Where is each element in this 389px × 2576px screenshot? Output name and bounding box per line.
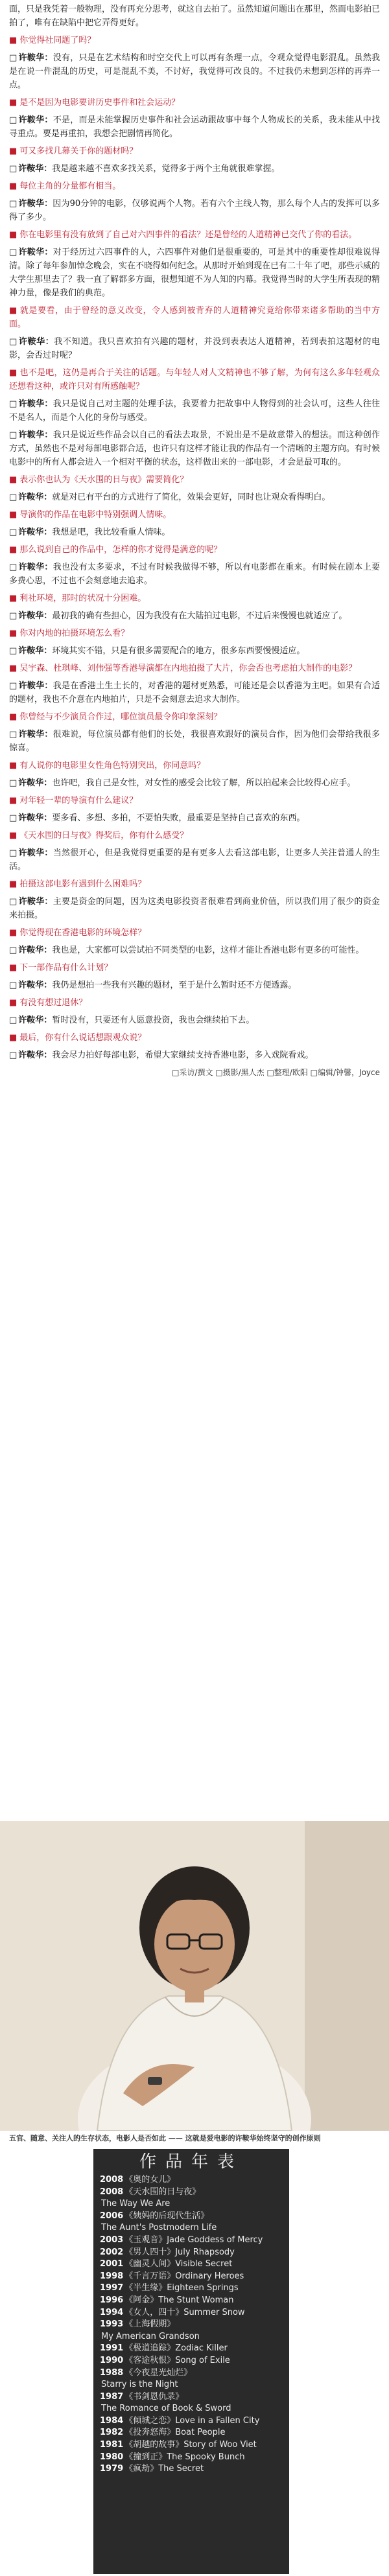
speaker-label: □ 许鞍华： (9, 248, 53, 257)
filmography-item (100, 2427, 283, 2439)
interview-answer (9, 609, 380, 623)
answer-text: 当然很开心，但是我觉得更重要的是有更多人去看这部电影，让更多人关注普通人的生活。 (9, 848, 380, 872)
interview-answer (9, 197, 380, 224)
interview-question: ■ 每位主角的分量都有相当。 (9, 180, 380, 193)
filmography-item (100, 2174, 283, 2187)
interview-question: ■ 导演你的作品在电影中特别强调人情味。 (9, 508, 380, 522)
interview-answer (9, 776, 380, 790)
film-year: 1990 (100, 2355, 124, 2365)
interview-answer (9, 491, 380, 504)
answer-text: 我只是说近些作品会以自己的看法去取景，不说出是不是故意带入的想法。而这种创作方式，虽然也不是对每部电影都合适，也许只有这样才能让我的作品有一个清晰的主题方向。有时候电影中的所有人都会进入一个相对平衡的状态，这样做出来的一部电影，才会是最可取的。 (9, 430, 381, 467)
filmography-item (100, 2331, 283, 2343)
answer-text: 我也是，大家都可以尝试拍不同类型的电影，这样才能让香港电影有更多的可能性。 (52, 946, 364, 955)
filmography-item (100, 2379, 283, 2391)
filmography-item (100, 2187, 283, 2199)
filmography-item (100, 2307, 283, 2319)
film-year: 1982 (100, 2428, 124, 2438)
film-title: 《天水围的日与夜》 (124, 2187, 201, 2197)
film-title: 《疯劫》The Secret (124, 2464, 204, 2474)
film-title: 《书剑恩仇录》 (124, 2391, 184, 2402)
speaker-label: □ 许鞍华： (9, 53, 53, 63)
film-year: 1987 (100, 2391, 124, 2402)
interview-question: ■ 有人说你的电影里女性角色特别突出，你同意吗？ (9, 759, 380, 772)
film-year: 1988 (100, 2367, 124, 2378)
film-title: 《半生缘》Eighteen Springs (124, 2283, 239, 2293)
film-title: 《胡越的故事》Story of Woo Viet (124, 2440, 257, 2450)
answer-text: 不是，而是未能掌握历史事件和社会运动跟故事中每个人物成长的关系，我未能从中找寻重点。要是再重拍，我想会把剧情再简化。 (9, 115, 380, 139)
filmography-title: 作品年表 (139, 2152, 243, 2172)
speaker-label: □ 许鞍华： (9, 337, 54, 347)
interview-question: ■ 你觉得社同题了吗？ (9, 34, 380, 47)
film-title: Starry is the Night (101, 2380, 178, 2390)
film-title: 《男人四十》July Rhapsody (124, 2247, 235, 2257)
speaker-label: □ 许鞍华： (9, 778, 52, 788)
interview-question: ■ 也不是吧，这仍是再合于关注的话题。与年轻人对人文精神也不够了解，为何有这么多年轻观众还想看这种，或许只对有所感触呢？ (9, 366, 380, 393)
speaker-label: □ 许鞍华： (9, 493, 52, 502)
speaker-label: □ 许鞍华： (9, 813, 52, 823)
interview-answer (9, 51, 380, 92)
film-year: 1993 (100, 2319, 124, 2330)
filmography-item (100, 2247, 283, 2259)
answer-text: 也许吧，我自己是女性，对女性的感受会比较了解，所以拍起来会比较得心应手。 (52, 778, 356, 788)
speaker-label: □ 许鞍华： (9, 730, 53, 739)
interview-question: ■ 你对内地的拍摄环境怎么看？ (9, 627, 380, 640)
speaker-label: □ 许鞍华： (9, 946, 52, 955)
speaker-label: □ 许鞍华： (9, 164, 52, 174)
film-year: 2008 (100, 2187, 124, 2197)
answer-text: 我是在香港土生土长的，对香港的题材更熟悉，可能还是会以香港为主吧。如果有合适的题材，我也不介意在内地拍片，只是不会刻意去追求大制作。 (9, 681, 380, 704)
interview-question: ■ 有没有想过退休？ (9, 996, 380, 1010)
photo-caption: 五官、随意、关注人的生存状态，电影人是否如此 —— 这就是爱电影的许鞍华始终坚守的创作原则 (9, 2134, 321, 2142)
speaker-label: □ 许鞍华： (9, 1015, 52, 1025)
film-year: 1980 (100, 2452, 124, 2462)
film-title: 《极道追踪》Zodiac Killer (124, 2343, 228, 2354)
filmography-item (100, 2403, 283, 2415)
interview-answer (9, 728, 380, 755)
answer-text: 对于经历过六四事件的人，六四事件对他们是很重要的，可是其中的重要性却很难说得清。除了每年参加悼念晚会，实在不晓得如何纪念。从那时开始到现在已有二十年了吧，那些示威的大学生那里去了？我一直了解都多方面，很想知道不为人知的内幕。我觉得当时的大学生所表现的精神力量，像是我们的典范。 (9, 248, 381, 298)
answer-text: 环境其实不错，只是有很多需要配合的地方，很多东西要慢慢适应。 (52, 646, 305, 656)
filmography-item (100, 2343, 283, 2355)
film-year: 1981 (100, 2440, 124, 2450)
answer-text: 最初我的确有些担心，因为我没有在大陆拍过电影，不过后来慢慢也就适应了。 (52, 611, 348, 621)
body-paragraph: 面，只是我凭着一般物理，没有再充分思考，就这自去拍了。虽然知道问题出在那里，然而电影拍已拍了，唯有在缺陷中把它弄得更好。 (9, 5, 381, 28)
answer-text: 没有，只是在艺术结构和时空交代上可以再有条理一点，令观众觉得电影混乱。虽然我是在说一件混乱的历史，可是混乱不美，不讨好，我觉得可改良的。不过我仍未想到怎样的再弄一点。 (9, 53, 380, 90)
film-title: 《玉观音》Jade Goddess of Mercy (124, 2234, 263, 2245)
film-year: 2008 (100, 2175, 124, 2185)
answer-text: 我也没有太多要求，不过有时候我做得不够，所以有电影都在重来。有时候在剧本上要多费心思，不过也不会刻意地去追求。 (9, 563, 380, 586)
film-year: 1994 (100, 2307, 124, 2317)
answer-text: 我是越来越不喜欢多找关系，觉得多于两个主角就很难掌握。 (52, 164, 280, 174)
film-title: 《上海假期》 (124, 2319, 176, 2330)
interview-answer (9, 846, 380, 874)
interview-answer (9, 113, 380, 141)
answer-text: 主要是资金的问题，因为这类电影投资者很难看到商业价值，所以我们用了很少的资金来拍摄。 (9, 897, 380, 920)
interview-answer (9, 335, 380, 362)
interview-question: ■ 就是要看，由于曾经的意义改变，令人感到被背弃的人道精神究竟给你带来诸多帮助的当中方面。 (9, 304, 380, 331)
interview-answer (9, 895, 380, 922)
film-year: 1998 (100, 2271, 124, 2281)
interview-answer (9, 428, 380, 469)
speaker-label: □ 许鞍华： (9, 528, 52, 537)
film-year: 2001 (100, 2259, 124, 2269)
speaker-label: □ 许鞍华： (9, 199, 53, 209)
interview-question: ■ 对年轻一辈的导演有什么建议？ (9, 794, 380, 807)
film-title: 《奥的女儿》 (124, 2175, 176, 2185)
interview-question: ■ 是不是因为电影要讲历史事件和社会运动？ (9, 96, 380, 110)
filmography-item (100, 2295, 283, 2307)
speaker-label: □ 许鞍华： (9, 681, 53, 691)
interview-answer (9, 979, 380, 992)
interview-question: ■ 你曾经与不少演员合作过，哪位演员最令你印象深刻？ (9, 710, 380, 724)
interview-answer (9, 644, 380, 658)
film-year: 1979 (100, 2464, 124, 2474)
answer-text: 我只是说自己对主题的处理手法，我要着力把故事中人物得到的社会认可，这些人往往不是名人，而是个人化的身份与感受。 (9, 399, 380, 423)
film-year: 2003 (100, 2234, 124, 2245)
interview-answer (9, 679, 380, 706)
answer-text: 就是对已有平台的方式进行了简化，效果会更好，同时也让观众看得明白。 (52, 493, 331, 502)
film-year: 2002 (100, 2247, 124, 2257)
film-title: 《千言万语》Ordinary Heroes (124, 2271, 244, 2281)
director-photo (0, 1821, 389, 2131)
film-year: 1984 (100, 2415, 124, 2426)
film-title: 《女人，四十》Summer Snow (124, 2307, 245, 2317)
speaker-label: □ 许鞍华： (9, 611, 52, 621)
speaker-label: □ 许鞍华： (9, 430, 53, 440)
article-credit: □采访/撰文 □摄影/黑人杰 □整理/欧阳 □编辑/钟馨，Joyce (172, 1068, 380, 1077)
interview-question: ■ 表示你也认为《天水围的日与夜》需要简化？ (9, 473, 380, 487)
filmography-item (100, 2198, 283, 2210)
filmography-item (100, 2271, 283, 2283)
interview-question: ■ 《天水围的日与夜》得奖后，你有什么感受？ (9, 829, 380, 842)
film-title: 《客途秋恨》Song of Exile (124, 2355, 230, 2365)
filmography-item (100, 2415, 283, 2428)
film-title: 《幽灵人间》Visible Secret (124, 2259, 233, 2269)
film-year: 1996 (100, 2295, 124, 2305)
answer-text: 因为90分钟的电影，仅够说两个人物。若有六个主线人物，那么每个人占的发挥可以多得了多少。 (9, 199, 380, 222)
film-title: 《阿金》The Stunt Woman (124, 2295, 234, 2305)
interview-question: ■ 最后，你有什么说话想跟观众说？ (9, 1031, 380, 1045)
filmography-item (100, 2452, 283, 2464)
film-title: The Way We Are (101, 2199, 171, 2209)
film-year: 1991 (100, 2343, 124, 2354)
interview-answer (9, 1049, 380, 1062)
film-title: 《倾城之恋》Love in a Fallen City (124, 2415, 260, 2426)
film-title: 《今夜星光灿烂》 (124, 2367, 193, 2378)
speaker-label: □ 许鞍华： (9, 848, 53, 858)
film-year: 2006 (100, 2210, 124, 2221)
interview-question: ■ 可又多找几幕关于你的题材吗？ (9, 145, 380, 158)
film-title: 《撞到正》The Spooky Bunch (124, 2452, 245, 2462)
answer-text: 要多看、多想、多拍，不要怕失败，最重要是坚持自己喜欢的东西。 (52, 813, 305, 823)
speaker-label: □ 许鞍华： (9, 981, 52, 990)
filmography-box (93, 2149, 289, 2574)
speaker-label: □ 许鞍华： (9, 1050, 52, 1060)
interview-question: ■ 那么说到自己的作品中，怎样的你才觉得是满意的呢？ (9, 543, 380, 557)
filmography-item (100, 2258, 283, 2271)
portrait-illustration (0, 1821, 389, 2131)
filmography-item (100, 2234, 283, 2247)
interview-answer (9, 397, 380, 424)
interview-question: ■ 利社环境，那时的状况十分困难。 (9, 592, 380, 605)
interview-article (9, 3, 380, 1080)
interview-answer (9, 162, 380, 176)
film-title: My American Grandson (101, 2331, 200, 2341)
answer-text: 我仍是想拍一些我有兴趣的题材，至于是什么暂时还不方便透露。 (52, 981, 297, 990)
interview-question: ■ 下一部作品有什么计划？ (9, 961, 380, 975)
filmography-item (100, 2439, 283, 2452)
interview-answer (9, 944, 380, 957)
film-title: The Romance of Book & Sword (101, 2404, 231, 2414)
filmography-item (100, 2463, 283, 2476)
interview-question: ■ 吴宇森、杜琪峰、刘伟强等香港导演都在内地拍摄了大片，你会否也考虑拍大制作的电影？ (9, 662, 380, 675)
film-year: 1997 (100, 2283, 124, 2293)
answer-text: 暂时没有，只要还有人愿意投资，我也会继续拍下去。 (52, 1015, 255, 1025)
speaker-label: □ 许鞍华： (9, 563, 53, 572)
filmography-item (100, 2222, 283, 2234)
filmography-list (93, 2174, 289, 2476)
speaker-label: □ 许鞍华： (9, 646, 52, 656)
interview-answer (9, 1014, 380, 1027)
filmography-item (100, 2391, 283, 2404)
speaker-label: □ 许鞍华： (9, 115, 53, 125)
interview-question: ■ 你觉得现在香港电影的环境怎样？ (9, 926, 380, 940)
filmography-item (100, 2367, 283, 2380)
filmography-item (100, 2210, 283, 2223)
interview-answer (9, 561, 380, 588)
filmography-item (100, 2282, 283, 2295)
interview-answer (9, 526, 380, 539)
interview-question: ■ 拍摄这部电影有遇到什么困难吗？ (9, 877, 380, 891)
speaker-label: □ 许鞍华： (9, 897, 53, 907)
answer-text: 很难说，每位演员都有他们的长处，我很喜欢跟好的演员合作，因为他们会带给我很多惊喜。 (9, 730, 380, 753)
answer-text: 我想是吧，我比较看重人情味。 (52, 528, 171, 537)
film-title: 《姨妈的后现代生活》 (124, 2210, 209, 2221)
answer-text: 我会尽力拍好每部电影，希望大家继续支持香港电影，多入戏院看戏。 (52, 1050, 314, 1060)
answer-text: 我不知道。我只喜欢拍有兴趣的题材，并没到表表达人道精神，若到表拍这题材的电影，会否过时呢？ (9, 337, 380, 360)
film-title: The Aunt's Postmodern Life (101, 2223, 217, 2233)
speaker-label: □ 许鞍华： (9, 399, 53, 409)
interview-question: ■ 你在电影里有没有放到了自己对六四事件的看法？还是曾经的人道精神已交代了你的看法。 (9, 228, 380, 242)
filmography-item (100, 2355, 283, 2367)
interview-answer (9, 246, 380, 300)
film-title: 《投奔怒海》Boat People (124, 2428, 226, 2438)
interview-answer (9, 811, 380, 825)
filmography-item (100, 2319, 283, 2331)
